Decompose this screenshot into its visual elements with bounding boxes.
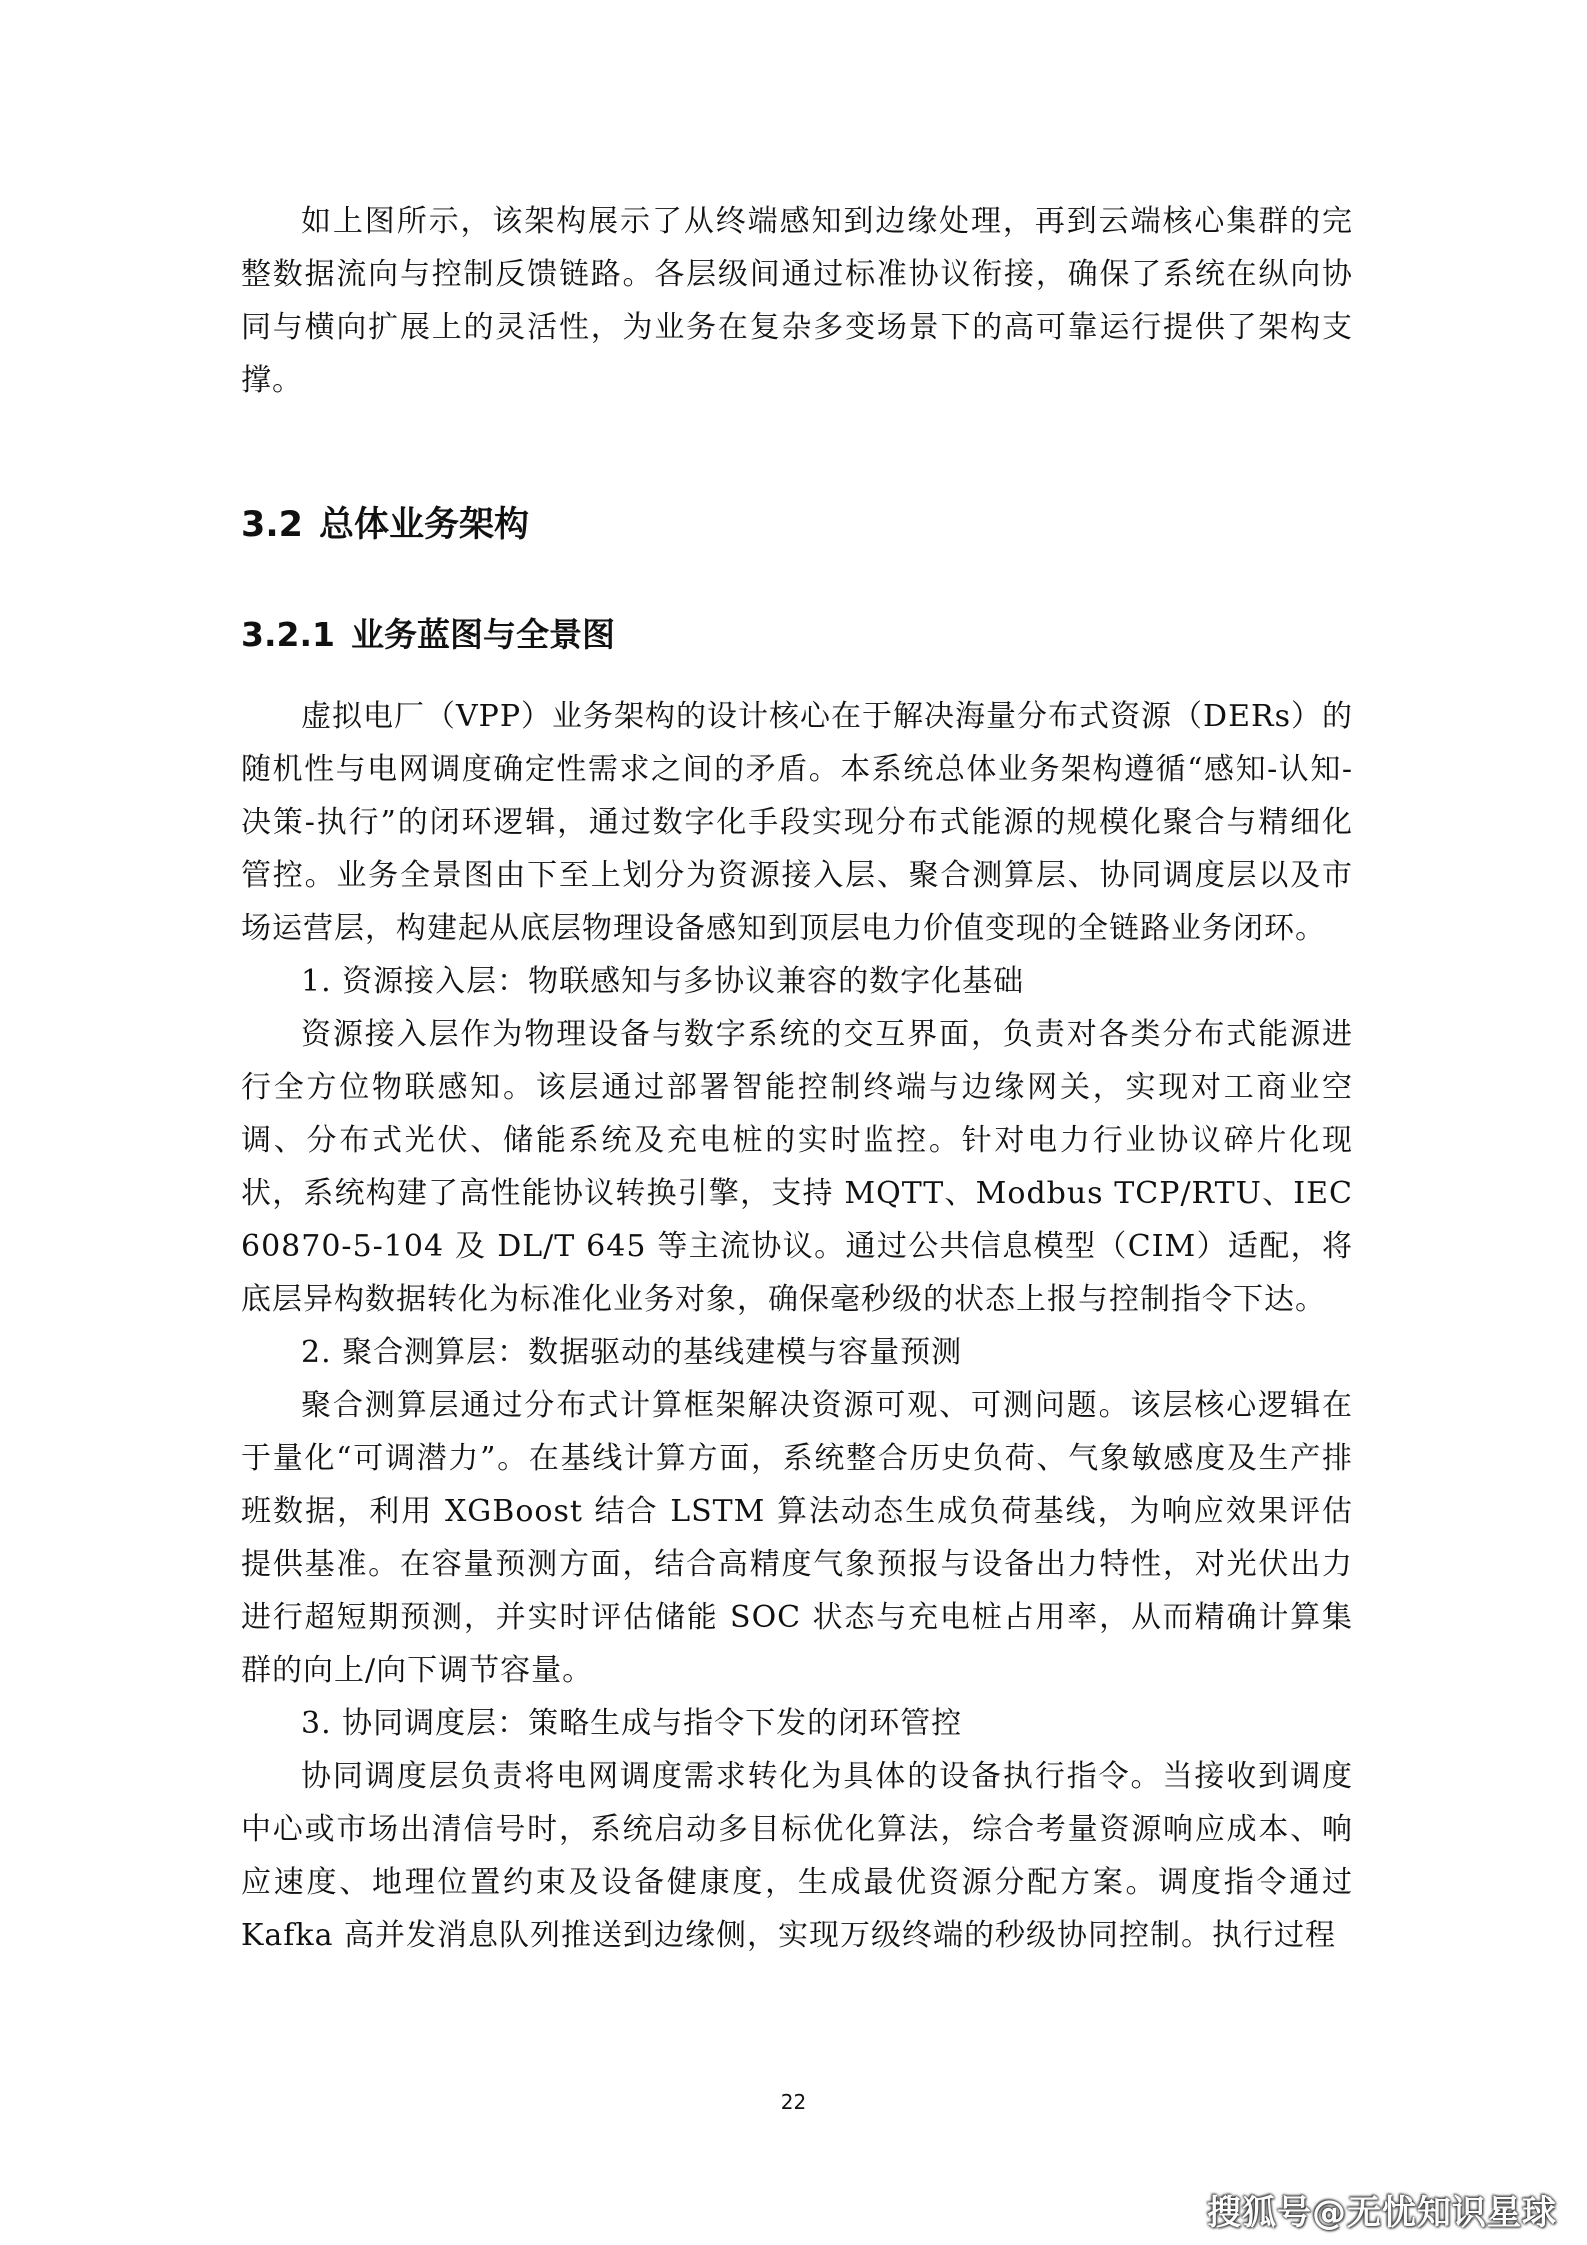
item-heading: 1. 资源接入层：物联感知与多协议兼容的数字化基础 [301, 964, 1025, 999]
intro-paragraph: 如上图所示，该架构展示了从终端感知到边缘处理，再到云端核心集群的完整数据流向与控制反馈链路。各层级间通过标准协议衔接，确保了系统在纵向协同与横向扩展上的灵活性，为业务在复杂多变场景下的高可靠运行提供了架构支撑。 [241, 204, 1353, 398]
subsection-number: 3.2.1 [241, 615, 335, 654]
item-body: 协同调度层负责将电网调度需求转化为具体的设备执行指令。当接收到调度中心或市场出清信号时，系统启动多目标优化算法，综合考量资源响应成本、响应速度、地理位置约束及设备健康度，生成最优资源分配方案。调度指令通过 Kafka 高并发消息队列推送到边缘侧，实现万级终端的秒级协同控制。执行过程 [241, 1759, 1353, 1953]
section-heading [241, 500, 1353, 550]
page-number: 22 [780, 2090, 807, 2114]
item-body: 资源接入层作为物理设备与数字系统的交互界面，负责对各类分布式能源进行全方位物联感知。该层通过部署智能控制终端与边缘网关，实现对工商业空调、分布式光伏、储能系统及充电桩的实时监控。针对电力行业协议碎片化现状，系统构建了高性能协议转换引擎，支持 MQTT、Modbus TCP/RTU、IEC 60870-5-104 及 DL/T 645 等主流协议。通过公共信息模型（CIM）适配，将底层异构数据转化为标准化业务对象，确保毫秒级的状态上报与控制指令下达。 [241, 1017, 1353, 1317]
subsection-title: 业务蓝图与全景图 [350, 615, 615, 654]
item-heading: 2. 聚合测算层：数据驱动的基线建模与容量预测 [301, 1335, 963, 1370]
subsection-heading [241, 610, 1353, 660]
page-content [241, 195, 1353, 1962]
watermark: 搜狐号@无忧知识星球 [1207, 2193, 1557, 2233]
item-body: 聚合测算层通过分布式计算框架解决资源可观、可测问题。该层核心逻辑在于量化“可调潜力”。在基线计算方面，系统整合历史负荷、气象敏感度及生产排班数据，利用 XGBoost 结合 LSTM 算法动态生成负荷基线，为响应效果评估提供基准。在容量预测方面，结合高精度气象预报与设备出力特性，对光伏出力进行超短期预测，并实时评估储能 SOC 状态与充电桩占用率，从而精确计算集群的向上/向下调节容量。 [241, 1388, 1353, 1688]
section-title: 总体业务架构 [319, 505, 530, 545]
overview-paragraph: 虚拟电厂（VPP）业务架构的设计核心在于解决海量分布式资源（DERs）的随机性与电网调度确定性需求之间的矛盾。本系统总体业务架构遵循“感知-认知-决策-执行”的闭环逻辑，通过数字化手段实现分布式能源的规模化聚合与精细化管控。业务全景图由下至上划分为资源接入层、聚合测算层、协同调度层以及市场运营层，构建起从底层物理设备感知到顶层电力价值变现的全链路业务闭环。 [241, 699, 1353, 946]
item-heading: 3. 协同调度层：策略生成与指令下发的闭环管控 [301, 1706, 963, 1741]
section-number: 3.2 [241, 505, 304, 545]
